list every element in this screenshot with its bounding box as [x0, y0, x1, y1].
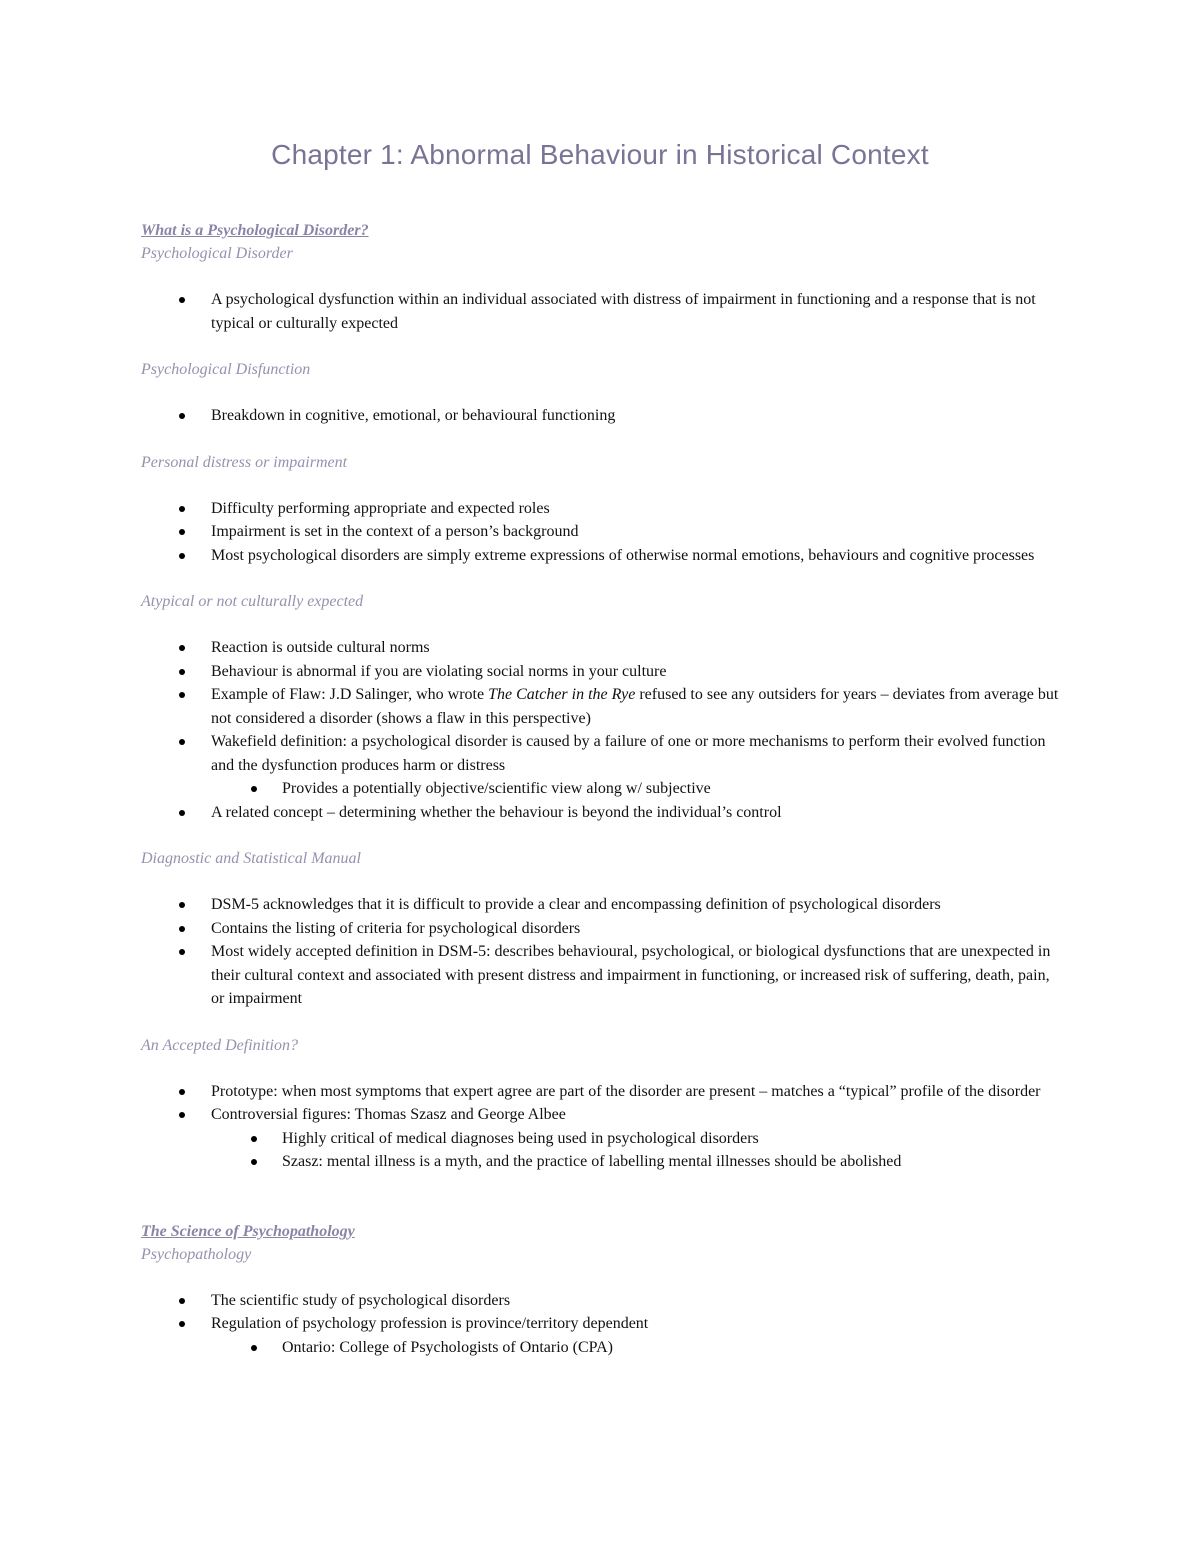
sub-list-item: Szasz: mental illness is a myth, and the practice of labelling mental illnesses should be abolished [141, 1150, 1061, 1174]
subheading-personal-distress: Personal distress or impairment [141, 453, 348, 471]
document-body [141, 219, 1061, 1359]
list-item: A related concept – determining whether the behaviour is beyond the individual’s control [141, 801, 1061, 825]
page-title: Chapter 1: Abnormal Behaviour in Historical Context [271, 139, 929, 170]
list-item: Reaction is outside cultural norms [141, 636, 1061, 660]
list-item: Most widely accepted definition in DSM-5: describes behavioural, psychological, or biological dysfunctions that are unexpected in their cultural context and associated with present distress and impairment in functioning, or increased risk of suffering, death, pain, or impairment [141, 940, 1061, 1011]
bullet-list-accepted-definition [141, 1080, 1061, 1174]
list-item: DSM-5 acknowledges that it is difficult to provide a clear and encompassing definition of psychological disorders [141, 893, 1061, 917]
list-item-controversial-figures [141, 1103, 1061, 1174]
list-item: Most psychological disorders are simply extreme expressions of otherwise normal emotions, behaviours and cognitive processes [141, 544, 1061, 568]
sub-list-item: Highly critical of medical diagnoses being used in psychological disorders [141, 1127, 1061, 1151]
sub-bullet-list [141, 1336, 1061, 1360]
sub-bullet-list [141, 1127, 1061, 1174]
subheading-accepted-definition: An Accepted Definition? [141, 1036, 298, 1054]
list-item: Contains the listing of criteria for psychological disorders [141, 917, 1061, 941]
list-item-text: Controversial figures: Thomas Szasz and George Albee [141, 1103, 1061, 1127]
book-title: The Catcher in the Rye [488, 686, 636, 703]
subheading-psychological-disorder: Psychological Disorder [141, 245, 293, 262]
list-item-wakefield [141, 730, 1061, 801]
list-item-text: Example of Flaw: J.D Salinger, who wrote [211, 686, 489, 703]
subheading-psychological-disfunction: Psychological Disfunction [141, 361, 311, 378]
list-item: Difficulty performing appropriate and expected roles [141, 497, 1061, 521]
list-item: Behaviour is abnormal if you are violating social norms in your culture [141, 660, 1061, 684]
list-item: A psychological dysfunction within an individual associated with distress of impairment in functioning and a response that is not typical or culturally expected [141, 288, 1061, 335]
subheading-atypical: Atypical or not culturally expected [141, 593, 364, 610]
sub-list-item: Ontario: College of Psychologists of Ontario (CPA) [141, 1336, 1061, 1360]
bullet-list-personal-distress [141, 497, 1061, 568]
list-item: The scientific study of psychological disorders [141, 1289, 1061, 1313]
sub-bullet-list [141, 777, 1061, 801]
list-item: Prototype: when most symptoms that expert agree are part of the disorder are present – matches a “typical” profile of the disorder [141, 1080, 1061, 1104]
sub-list-item: Provides a potentially objective/scientific view along w/ subjective [141, 777, 1061, 801]
bullet-list-dsm [141, 893, 1061, 1011]
list-item-text: refused to see any outsiders for years – deviates from average but not considered a disorder (shows a flaw in this perspective) [211, 686, 1059, 727]
list-item-text: Regulation of psychology profession is province/territory dependent [141, 1312, 1061, 1336]
list-item: Impairment is set in the context of a person’s background [141, 520, 1061, 544]
bullet-list-atypical [141, 636, 1061, 824]
section-heading-science-of-psychopathology: The Science of Psychopathology [141, 1222, 355, 1240]
subheading-dsm: Diagnostic and Statistical Manual [141, 850, 361, 867]
list-item-regulation [141, 1312, 1061, 1359]
bullet-list-psychopathology [141, 1289, 1061, 1360]
bullet-list-psychological-disfunction [141, 404, 1061, 428]
section-heading-psychological-disorder: What is a Psychological Disorder? [141, 222, 369, 239]
bullet-list-psychological-disorder [141, 288, 1061, 335]
subheading-psychopathology: Psychopathology [141, 1245, 252, 1263]
list-item-text: Wakefield definition: a psychological disorder is caused by a failure of one or more mechanisms to perform their evolved function and the dysfunction produces harm or distress [141, 730, 1061, 777]
list-item: Breakdown in cognitive, emotional, or behavioural functioning [141, 404, 1061, 428]
list-item-salinger-example [141, 683, 1061, 730]
